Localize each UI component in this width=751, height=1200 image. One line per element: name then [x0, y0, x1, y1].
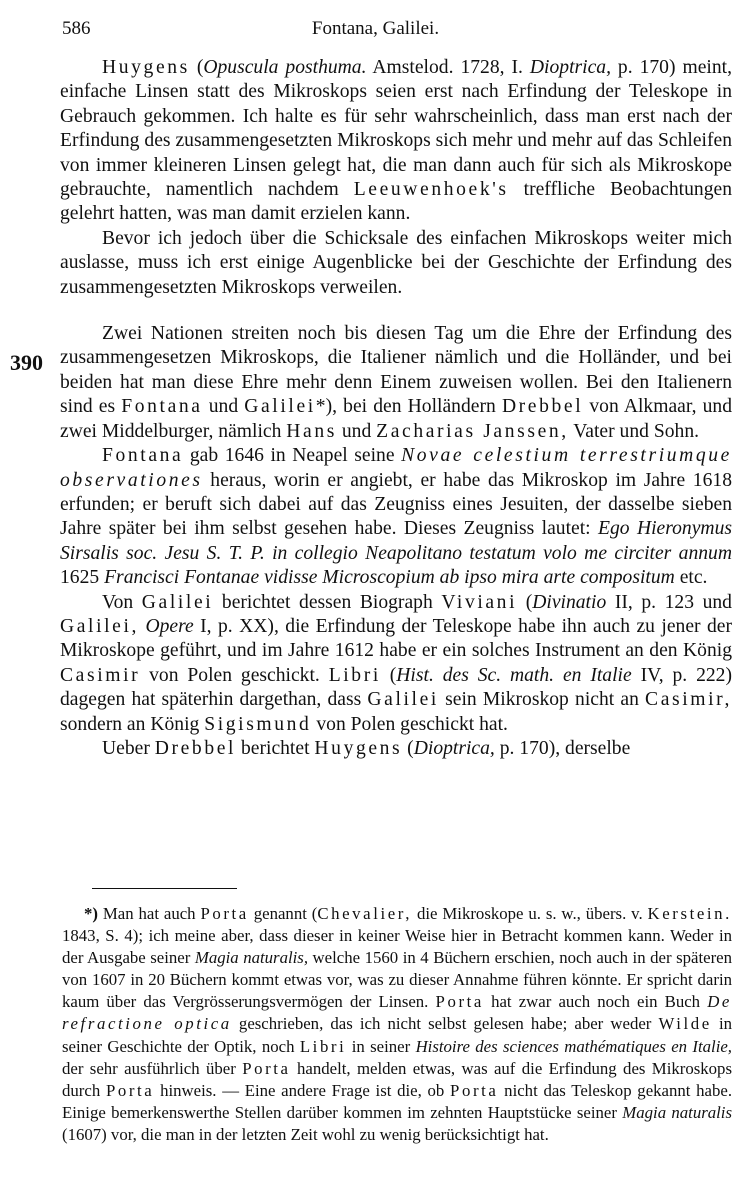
person-name: Fontana: [102, 445, 184, 467]
person-name: Casimir,: [645, 689, 732, 711]
person-name: Drebbel: [501, 396, 584, 418]
text-run: Zwei Nationen streiten noch bis diesen Tag um die Ehre der Erfindung des zusammengesetzen Mikroskops, die Italiener nämlich und die Holländer, und bei beiden hat man diese Ehre mehr denn Einem zuweisen wollen. Bei den Italienern sind es: [60, 323, 732, 418]
person-name: Zacharias Janssen,: [376, 420, 569, 442]
text-run: etc.: [674, 567, 708, 589]
work-title: Opuscula posthuma.: [203, 57, 367, 78]
paragraph-galilei: [60, 591, 732, 737]
person-name: Hans: [286, 420, 337, 442]
person-name: Porta: [242, 1058, 291, 1078]
paragraph-huygens: [60, 56, 732, 227]
running-head: [0, 18, 751, 44]
work-title: Dioptrica,: [413, 737, 495, 759]
text-run: in seiner Geschichte der Optik, noch: [62, 1014, 732, 1056]
text-run: geschrieben, das ich nicht selbst gelesen habe; aber weder: [231, 1014, 659, 1034]
footnote: [62, 903, 732, 1146]
text-run: Man hat auch: [97, 904, 201, 923]
main-text: [60, 56, 732, 761]
footnote-divider: [92, 888, 237, 889]
text-run: in seiner: [346, 1036, 416, 1056]
text-run: 1843, S. 4); ich meine aber, dass dieser in keiner Weise hier in Betracht kommen kann. Weder in der Ausgabe seiner: [62, 926, 732, 968]
person-name: Drebbel: [154, 737, 237, 759]
text-run: treffliche Beobachtungen gelehrt hatten, was man damit erzielen kann.: [60, 179, 732, 225]
text-run: p. 170), derselbe: [494, 737, 631, 759]
text-run: handelt, melden etwas, was auf die Erfindung des Mikroskops durch: [62, 1058, 732, 1100]
text-run: von Alkmaar, und zwei Middelburger, nämlich: [60, 396, 733, 442]
person-name: Sigismund: [204, 713, 312, 735]
text-run: der sehr ausführlich über: [62, 1058, 243, 1078]
running-title: Fontana, Galilei.: [311, 18, 440, 39]
text-run: welche 1560 in 4 Büchern erschien, noch auch in der späteren von 1607 in 20 Büchern kommt etwas vor, was zu dieser Annahme führen könnte. Er spricht darin kaum über das Vergrösserungsvermögen der Linsen.: [62, 948, 732, 1012]
person-name: Viviani: [441, 591, 518, 613]
section-number: 390: [10, 350, 43, 375]
person-name: Kerstein.: [647, 904, 732, 923]
latin-quote: Francisci Fontanae vidisse Microscopium ab ipso mira arte compositum: [104, 567, 675, 589]
person-name: Libri: [299, 1036, 347, 1056]
text-run: Amstelod. 1728, I.: [366, 57, 530, 78]
text-run: von Polen geschickt.: [140, 664, 329, 686]
person-name: Libri: [328, 664, 381, 686]
text-run: Vater und Sohn.: [568, 420, 700, 442]
text-run: (1607) vor, die man in der letzten Zeit wohl zu wenig berücksichtigt hat.: [62, 1124, 549, 1144]
person-name: Galilei,: [60, 615, 140, 637]
work-title: De refractione optica: [62, 992, 732, 1034]
text-run: nicht das Teleskop gekannt habe. Einige bemerkenswerthe Stellen darüber kommen im zehnten Hauptstücke seiner: [62, 1080, 733, 1122]
text-run: die Mikroskope u. s. w., übers. v.: [412, 904, 648, 923]
text-run: (: [402, 737, 414, 759]
person-name: Chevalier,: [317, 904, 413, 923]
text-run: IV, p. 222) dagegen hat späterhin dargethan, dass: [60, 664, 732, 711]
text-run: (: [189, 57, 204, 78]
work-title: Magia naturalis: [622, 1102, 732, 1122]
text-run: sein Mikroskop nicht an: [438, 689, 646, 711]
paragraph-nations: [60, 322, 732, 444]
footnote-text: [62, 903, 732, 1146]
section-gap: [60, 300, 732, 322]
paragraph-fontana: [60, 444, 732, 590]
work-title: Magia naturalis,: [194, 948, 309, 968]
text-run: hat zwar auch noch ein Buch: [483, 992, 708, 1012]
work-title: Opere: [145, 615, 194, 637]
paragraph-drebbel: [60, 737, 732, 761]
text-run: gab 1646 in Neapel seine: [183, 445, 402, 467]
work-title: Novae celestium terrestriumque observationes: [60, 445, 732, 491]
person-name: Galilei: [367, 689, 439, 711]
text-run: I, p. XX), die Erfindung der Teleskope habe ihn auch zu jener der Mikroskope geführt, und im Jahre 1612 habe er ein solches Instrument an den König: [60, 615, 732, 662]
person-name: Casimir: [60, 664, 141, 686]
person-name: Huygens: [314, 737, 403, 759]
text-run: berichtet dessen Biograph: [213, 591, 442, 613]
text-run: (: [517, 591, 533, 613]
text-run: berichtet: [236, 737, 315, 759]
text-run: p. 170) meint, einfache Linsen statt des Mikroskops seien erst nach Erfindung der Teleskope in Gebrauch gekommen. Ich halte es für sehr wahrscheinlich, dass man erst nach der Erfindung des zusammengesetzten Mikroskops sich mehr und mehr auf das Schleifen von immer kleineren Linsen gelegt hat, die man dann auch für sich als Mikroskope gebrauchte, namentlich nachdem: [60, 57, 732, 201]
text-run: hinweis. — Eine andere Frage ist die, ob: [154, 1080, 451, 1100]
text-run: Ueber: [102, 737, 155, 759]
author-name: Huygens: [102, 57, 190, 78]
text-run: (: [380, 664, 397, 686]
text-run: von Polen geschickt hat.: [311, 713, 508, 735]
person-name: Porta: [435, 992, 484, 1012]
text-run: Von: [102, 591, 142, 613]
text-run: sondern an König: [60, 713, 205, 735]
page-number: 586: [62, 18, 91, 39]
latin-quote: Ego Hieronymus Sirsalis soc. Jesu S. T. P. in collegio Neapolitano testatum volo me circiter annum: [60, 518, 733, 564]
person-name: Galilei: [141, 591, 214, 613]
work-title: Histoire des sciences mathématiques en Italie,: [415, 1036, 733, 1056]
text-run: und: [202, 396, 245, 418]
author-name: Leeuwenhoek's: [353, 179, 509, 201]
work-title: Divinatio: [532, 591, 607, 613]
person-name: Fontana: [121, 396, 203, 418]
person-name: Galilei: [244, 396, 316, 418]
text-run: genannt (: [248, 904, 318, 923]
paragraph-transition: Bevor ich jedoch über die Schicksale des einfachen Mikroskops weiter mich auslasse, muss ich erst einige Augenblicke bei der Geschichte der Erfindung des zusammengesetzten Mikroskops verweilen.: [60, 227, 732, 298]
text-run: und: [336, 420, 377, 442]
text-run: heraus, worin er angiebt, er habe das Mikroskop im Jahre 1618 erfunden; er beruft sich dabei auf das Zeugniss eines Jesuiten, der dasselbe sieben Jahre später bei ihm selbst gesehen habe. Dieses Zeugniss lautet:: [60, 469, 732, 540]
person-name: Wilde: [658, 1014, 712, 1034]
work-title: Dioptrica,: [529, 57, 611, 78]
work-title: Hist. des Sc. math. en Italie: [396, 664, 632, 686]
person-name: Porta: [105, 1080, 155, 1100]
footnote-marker: *): [84, 904, 98, 923]
text-run: II, p. 123 und: [606, 591, 732, 613]
person-name: Porta: [450, 1080, 499, 1100]
text-run: 1625: [60, 567, 105, 589]
footnote-reference: *), bei den Holländern: [315, 396, 502, 418]
person-name: Porta: [200, 904, 249, 923]
